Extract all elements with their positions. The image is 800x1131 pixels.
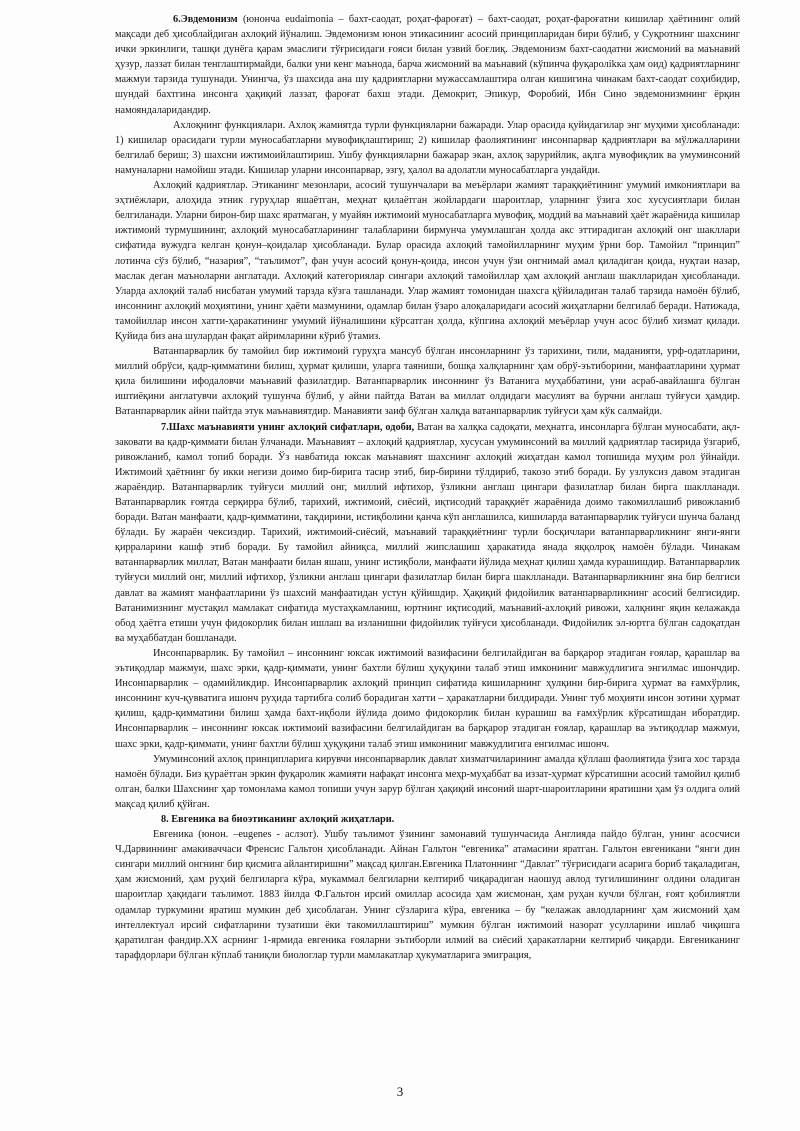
- paragraph-text: Инсонпарварлик. Бу тамойил – инсоннинг юксак ижтимоий вазифасини белгилайдиган ва барқарор этадиган ғоялар, қарашлар ва эътиқодлар мажмуи, шахс эрки, қадр-қиммати, унинг бахтли бўлиш ҳуқуқини талаб этиш имкониниг мавжудлигига энгилмас ишончдир. Инсонпарварлик – одамийликдир. Инсонпарварлик ахлоқий принцип сифатида кишиларнинг ҳулқини бир-бирига ҳурмат ва ғамхўрлик, инсоннинг куч-қувватига ишонч руҳида тартибга солиб борадиган хатти – ҳаракатларни билдиради. Унинг туб моҳияти инсон зотини ҳурмат қилиш, қадр-қимматини билиш ҳамда бахт-иқболи йўлида доимо фидокорлик билан курашиш ва ғамхўрлик кўрсатишдан иборатдир. Инсонпарварлик – инсоннинг юксак ижтимоий вазифасини белгилайдиган ва барқарор этадиган ғоялар, қарашлар ва эътиқодлар мажмуи, шахс эрки, қадр-қиммати, унинг бахтли бўлиш ҳуқуқини талаб этиш имкониниг мавжудлигига енгилмас ишонч.: [115, 647, 740, 750]
- paragraph-text: Ахлоқий қадриятлар. Этиканинг мезонлари, асосий тушунчалари ва меъёрлари жамият тараққиётининг умумий имкониятлари ва эҳтиёжлари, алоҳида этник гуруҳлар яшаётган, меҳнат қилаётган жойлардаги шароитлар, уларнинг ўзига хос хусусиятлари билан белгиланади. Уларни бирон-бир шахс яратмаган, у муайян ижтимоий муносабатларга мувофиқ, моддий ва маънавий ҳаёт жараёнида кишилар ижтимоий турмушининг, ахлоқий муносабатларининг талабларини бирмунча умумлашган ҳолда акс эттирадиган ахлоқий онг шакллари сифатида вужудга келган қонун–қоидалар ҳисобланади. Булар орасида ахлоқий тамойилларнинг муҳим ўрни бор. Тамойил “принцип” лотинча сўз бўлиб, “назария”, “таълимот”, фан учун асосий қонун-қоида, инсон учун ўзи онгнимай амал қиладиган қоида, нуқтаи назар, маслак деган маъноларни англатади. Ахлоқий категориялар сингари ахлоқий тамойиллар ҳам ахлоқий англаш шаклларидан ҳисобланади. Уларда ахлоқий талаб нисбатан умумий тарзда кўзга ташланади. Улар жамият томонидан шахсга қўйиладиган талаб тарзида намоён бўлиб, инсоннинг ахлоқий моҳиятини, унинг ҳаёти мазмунини, одамлар билан ўзаро алоқаларидаги асосий жиҳатларни белгилаб беради. Натижада, тамойиллар инсон хатти-ҳаракатининг умумий йўналишини кўрсатган ҳолда, кўпгина ахлоқий меъёрлар учун асос бўлиб хизмат қилади. Қуйида биз ана шулардан фақат айримларини кўриб ўтамиз.: [115, 180, 740, 342]
- paragraph-text: Ватан ва халқка садоқати, меҳнатга, инсонларга бўлган муносабати, ақл-заковати ва қадр-қиммати билан ўлчанади. Маънавият – ахлоқий қадриятлар, хусусан умуминсоний ва миллий қадриятлар тасирида ўзгариб, ривожланиб, камол топиб боради. Ўз навбатида юксак маънавият шахснинг ахлоқий жиҳатдан камол топишида муҳим рол ўйнайди. Ижтимоий ҳаётнинг бу икки негизи доимо бир-бирига тасир этиб, бир-бирини тўлдириб, такозо этиб боради. Бу узлуксиз давом этадиган жараёндир. Ватанпарварлик туйғуси миллий онг, миллий ифтихор, ўзликни англаш цингари фазилатлар билан бирга шаклланади. Ватанпарварлик ғоятда серқирра бўлиб, тарихий, ижтимоий, сиёсий, иқтисодий тараққиёт жараёнида доимо такомиллашиб ривожланиб боради. Ватан манфаати, қадр-қимматини, тақдирини, истиқболини қанча кўп англашилса, кишиларда ватанпарварлик туйғуси шунча баланд бўлади. Бу жараён чексиздир. Тарихий, ижтимоий-сиёсий, маънавий тараққиётнинг турли босқичлари ватанпарварликнинг янги-янги қирраларини кашф этиб боради. Бу тамойил айниқса, миллий жипслашиш ҳаракатида янада яққолроқ намоён бўлади. Чинакам ватанпарварлик миллат, Ватан манфаати билан яшаш, унинг истиқболи, манфаати йўлида меҳнат қилиш ҳамда курашишдир. Ватанпарварлик туйғуси миллий онг, миллий ифтихор, ўзликни англаш цингари фазилатлар билан бирга шаклланади. Ватанпарварликнинг яна бир белгиси давлат ва жамият манфаатларини ўз шахсий манфаатидан устун қўйишдир. Ҳақиқий фидойилик ватанпарварликнинг асосий белгисидир. Ватанимизнинг мустақил мамлакат сифатида мустаҳкамланиш, юртнинг иқтисодий, маънавий-ахлоқий ривожи, халқнинг яқин келажакда обод ҳаётга етиши учун фидокорлик билан ишлаш ва изланишни фидойилик туйғуси ҳисобланади. Фидойилик эл-юртга бўлган садоқатдан ва муҳаббатдан бошланади.: [115, 421, 740, 644]
- page-number: 3: [396, 1084, 404, 1099]
- paragraph-eudemonism: [115, 12, 740, 118]
- paragraph-functions: [115, 118, 740, 178]
- paragraph-spirituality: [115, 420, 740, 646]
- section-heading-7: 7.Шахс маънавияти унинг ахлоқий сифатлари, одоби,: [161, 421, 415, 433]
- document-body: [115, 12, 740, 963]
- paragraph-text: Ахлоқнинг функциялари. Ахлоқ жамиятда турли функцияларни бажаради. Улар орасида қуйидагилар энг муҳими ҳисобланади: 1) кишилар орасидаги турли муносабатларни мувофиқлаштириш; 2) кишилар фаолиятининг инсонпарвар қадриятлари ва мўлжалларини белгилаб бериш; 3) шахсни ижтимоийлаштириш. Ушбу функцияларни бажарар экан, ахлоқ зарурийлик, ақлга мувофиқлик ва умуминсоний намуналарни намойиш этади. Кишилар уларни инсонпарвар, эзгу, ҳалол ва адолатли муносабатларга ундайди.: [115, 119, 740, 176]
- paragraph-text: Ватанпарварлик бу тамойил бир ижтимоий гуруҳга мансуб бўлган инсонларнинг ўз тарихини, тили, маданияти, урф-одатларини, миллий обрўси, қадр-қимматини билиш, ҳурмат қилиши, уларга таяниши, бошқа халқларнинг ҳам обрў-эътиборини, манфаатларини ҳурмат қила билишини ифодаловчи маънавий фазилатдир. Ватанпарварлик инсоннинг ўз Ватанига муҳаббатини, уни асраб-авайлашга бўлган иштиёқини англатувчи ахлоқий тушунча бўлиб, у айни пайтда Ватан ва миллат олдидаги масулият ва бурчни англаш туйғуси ҳамдир. Ватанпарварлик айни пайтда этук маънавиятдир. Манавияти заиф бўлган халқда ватанпарварлик туйғуси ҳам кўк салмайди.: [115, 346, 740, 418]
- paragraph-text: Евгеника (юнон. –eugenes - аслзот). Ушбу таълимот ўзининг замонавий тушунчасида Англияда пайдо бўлган, унинг асосчиси Ч.Дарвиннинг амакиваччаси Френсис Гальтон ҳисобланади. Айнан Гальтон “евгеника” атамасини яратган. Гальтон евгеникани “янги дин сингари миллий онгнинг бир қисмига айлантиришни” мақсад қилган.Евгеника Платоннинг “Давлат” тўғрисидаги асарига бориб тақаладиган, ҳам жисмоний, ҳам руҳий белгиларга кўра, мукаммал белгиларни келтириб чиқарадиган наошуд авлод тугилишининг олдини оладиган шароитлар ҳақидаги таълимот. 1883 йилда Ф.Гальтон ирсий омиллар асосида ҳам жисмонан, ҳам руҳан кучли бўлган, ғоят қобилиятли одамлар туркумини яратиш мумкин деб ҳисоблаган. Унинг сўзларига кўра, евгеника – бу “келажак авлодларнинг ҳам жисмоний ҳам интеллектуал ирсий сифатларини тузатиши ёки такомиллаштириш” мумкин бўлган ижтимоий назорат усулларини ишлаб чиқишга қаратилган фандир.ХХ асрнинг 1-ярмида евгеника ғояларни эътиборли илмий ва сиёсий ҳаракатларни келтириб чиқарди. Евгениканинг тарафдорлари бўлган кўплаб таниқли биологлар турли мамлакатлар ҳукуматларига эмиграция,: [115, 829, 740, 961]
- paragraph-text: (юнонча eudaimonia – бахт-саодат, роҳат-фароғат) – бахт-саодат, роҳат-фароғатни кишилар ҳаётининг олий мақсади деб ҳисоблайдиган ахлоқий йўналиш. Эвдемонизм юнон этикасининг асосий принципларидан бири бўлиб, у Суқротнинг шахснинг ички эркинлиги, ташқи дунёга қарам эмаслиги тўғрисидаги ғояси билан узвий боғлиқ. Эвдемонизм бахт-саодатни жисмоний ва маънавий ҳузур, лаззат билан тенглаштирмайди, балки уни кенг маънода, барча жисмоний ва маънавий (кўпинча фуқаролikка ҳам оид) қадриятларнинг мажмуи тарзида тушунади. Унингча, ўз шахсида ана шу қадриятларни мужассамлаштира олган кишигина чинакам бахт-саодат соҳибидир, шундай бахтгина инсонга ҳақиқий лаззат, фароғат бахш этади. Демокрит, Эпикур, Форобий, Ибн Сино эвдемонизмнинг ёрқин намояндаларидандир.: [115, 14, 740, 116]
- section-heading-6: 6.Эвдемонизм: [173, 14, 238, 25]
- paragraph-eugenics: [115, 827, 740, 963]
- section-heading-8: 8. Евгеника ва биоэтиканинг ахлоқий жиҳатлари.: [161, 813, 395, 825]
- paragraph-values: [115, 178, 740, 344]
- paragraph-universal-morality: [115, 752, 740, 812]
- paragraph-humanism: [115, 646, 740, 752]
- paragraph-patriotism: [115, 344, 740, 419]
- paragraph-text: Умуминсоний ахлоқ принципларига кирувчи инсонпарварлик давлат хизматчиларининг амалда қўллаш фаолиятида ўзига хос тарзда намоён бўлади. Биз қураётган эркин фуқаролик жамияти нафақат инсонга меҳр-муҳаббат ва иззат-ҳурмат кўрсатишни асосий тамойил қилиб олган, балки Шахснинг ҳар томонлама камол топиши учун зарур бўлган ҳақиқий инсоний шарт-шароитларини яратишни ҳам ўз олдига олий мақсад қилиб қўйган.: [115, 753, 740, 810]
- paragraph-eugenics-heading: [115, 812, 740, 827]
